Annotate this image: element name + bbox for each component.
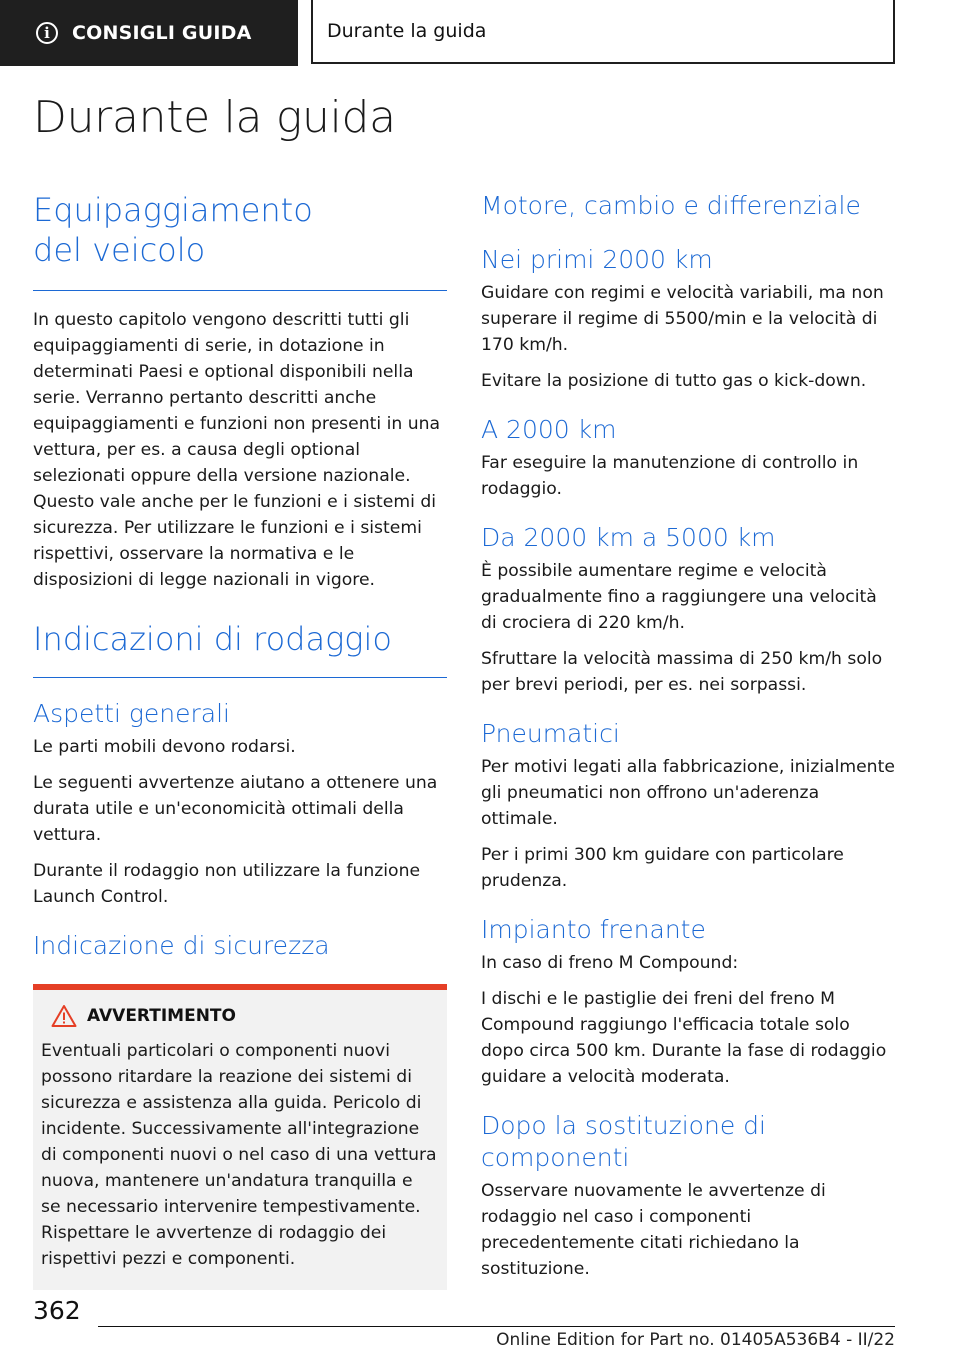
paragraph: Far eseguire la manutenzione di controllo in rodaggio. (481, 453, 859, 499)
section-tab (0, 0, 298, 66)
paragraph: Osservare nuovamente le avvertenze di rodaggio nel caso i componenti precedentemente citati richiedano la sostituzione. (481, 1181, 826, 1279)
paragraph: Per i primi 300 km guidare con particolare prudenza. (481, 845, 844, 891)
section-label: CONSIGLI GUIDA (72, 22, 252, 44)
left-column (33, 190, 447, 1290)
heading-motore: Motore, cambio e differenziale (481, 191, 861, 220)
heading-pneumatici: Pneumatici (481, 719, 620, 748)
heading-sicurezza: Indicazione di sicurezza (33, 931, 330, 960)
paragraph: I dischi e le pastiglie dei freni del freno M Compound raggiungo l'efficacia totale solo dopo circa 500 km. Durante la fase di rodaggio guidare a velocità moderata. (481, 989, 887, 1087)
heading-primi-2000: Nei primi 2000 km (481, 245, 713, 274)
page-header (0, 0, 960, 66)
warning-title: AVVERTIMENTO (87, 1006, 236, 1026)
warning-box (33, 984, 447, 1290)
heading-da-2000: Da 2000 km a 5000 km (481, 523, 776, 552)
warning-text: Eventuali particolari o componenti nuovi possono ritardare la reazione dei sistemi di sicurezza e assistenza alla guida. Pericolo di incidente. Successivamente all'integrazione di componenti nuovi o nel caso di una vettura nuova, mantenere un'andatura tranquilla e se necessario intervenire tempestivamente. Rispettare le avvertenze di rodaggio dei rispettivi pezzi e componenti. (41, 1041, 437, 1269)
paragraph: Sfruttare la velocità massima di 250 km/h solo per brevi periodi, per es. nei sorpassi. (481, 649, 883, 695)
page-title: Durante la guida (33, 92, 396, 143)
paragraph: Per motivi legati alla fabbricazione, inizialmente gli pneumatici non offrono un'aderenza ottimale. (481, 757, 895, 829)
heading-rodaggio: Indicazioni di rodaggio (33, 620, 392, 658)
heading-a-2000: A 2000 km (481, 415, 617, 444)
heading-impianto-frenante: Impianto frenante (481, 915, 706, 944)
divider (33, 677, 447, 678)
heading-aspetti-generali: Aspetti generali (33, 699, 230, 728)
paragraph: Guidare con regimi e velocità variabili, ma non superare il regime di 5500/min e la velocità di 170 km/h. (481, 283, 884, 355)
paragraph: Evitare la posizione di tutto gas o kick-down. (481, 371, 867, 391)
heading-sostituzione: Dopo la sostituzione di componenti (481, 1111, 766, 1172)
chapter-tab (311, 0, 895, 64)
warning-header (41, 1004, 437, 1028)
divider (33, 290, 447, 291)
paragraph: Durante il rodaggio non utilizzare la funzione Launch Control. (33, 861, 421, 907)
heading-equipaggiamento: Equipaggiamento del veicolo (33, 191, 313, 269)
paragraph: Le seguenti avvertenze aiutano a ottenere una durata utile e un'economicità ottimali della vettura. (33, 773, 438, 845)
paragraph: È possibile aumentare regime e velocità gradualmente fino a raggiungere una velocità di crociera di 220 km/h. (481, 561, 877, 633)
right-column (481, 190, 895, 1282)
paragraph: In questo capitolo vengono descritti tutti gli equipaggiamenti di serie, in dotazione in determinati Paesi e optional disponibili nella serie. Verranno pertanto descritti anche equipaggiamenti e funzioni non presenti in una vettura, per es. a causa degli optional selezionati oppure della versione nazionale. Questo vale anche per le funzioni e i sistemi di sicurezza. Per utilizzare le funzioni e i sistemi rispettivi, osservare la normativa e le disposizioni di legge nazionali in vigore. (33, 310, 441, 590)
footer-divider (98, 1326, 895, 1327)
chapter-label: Durante la guida (327, 20, 487, 42)
page-number: 362 (33, 1296, 81, 1325)
paragraph: Le parti mobili devono rodarsi. (33, 737, 296, 757)
info-icon: i (36, 22, 58, 44)
paragraph: In caso di freno M Compound: (481, 953, 739, 973)
warning-triangle-icon (51, 1004, 77, 1028)
edition-label: Online Edition for Part no. 01405A536B4 - II/22 (496, 1330, 895, 1350)
